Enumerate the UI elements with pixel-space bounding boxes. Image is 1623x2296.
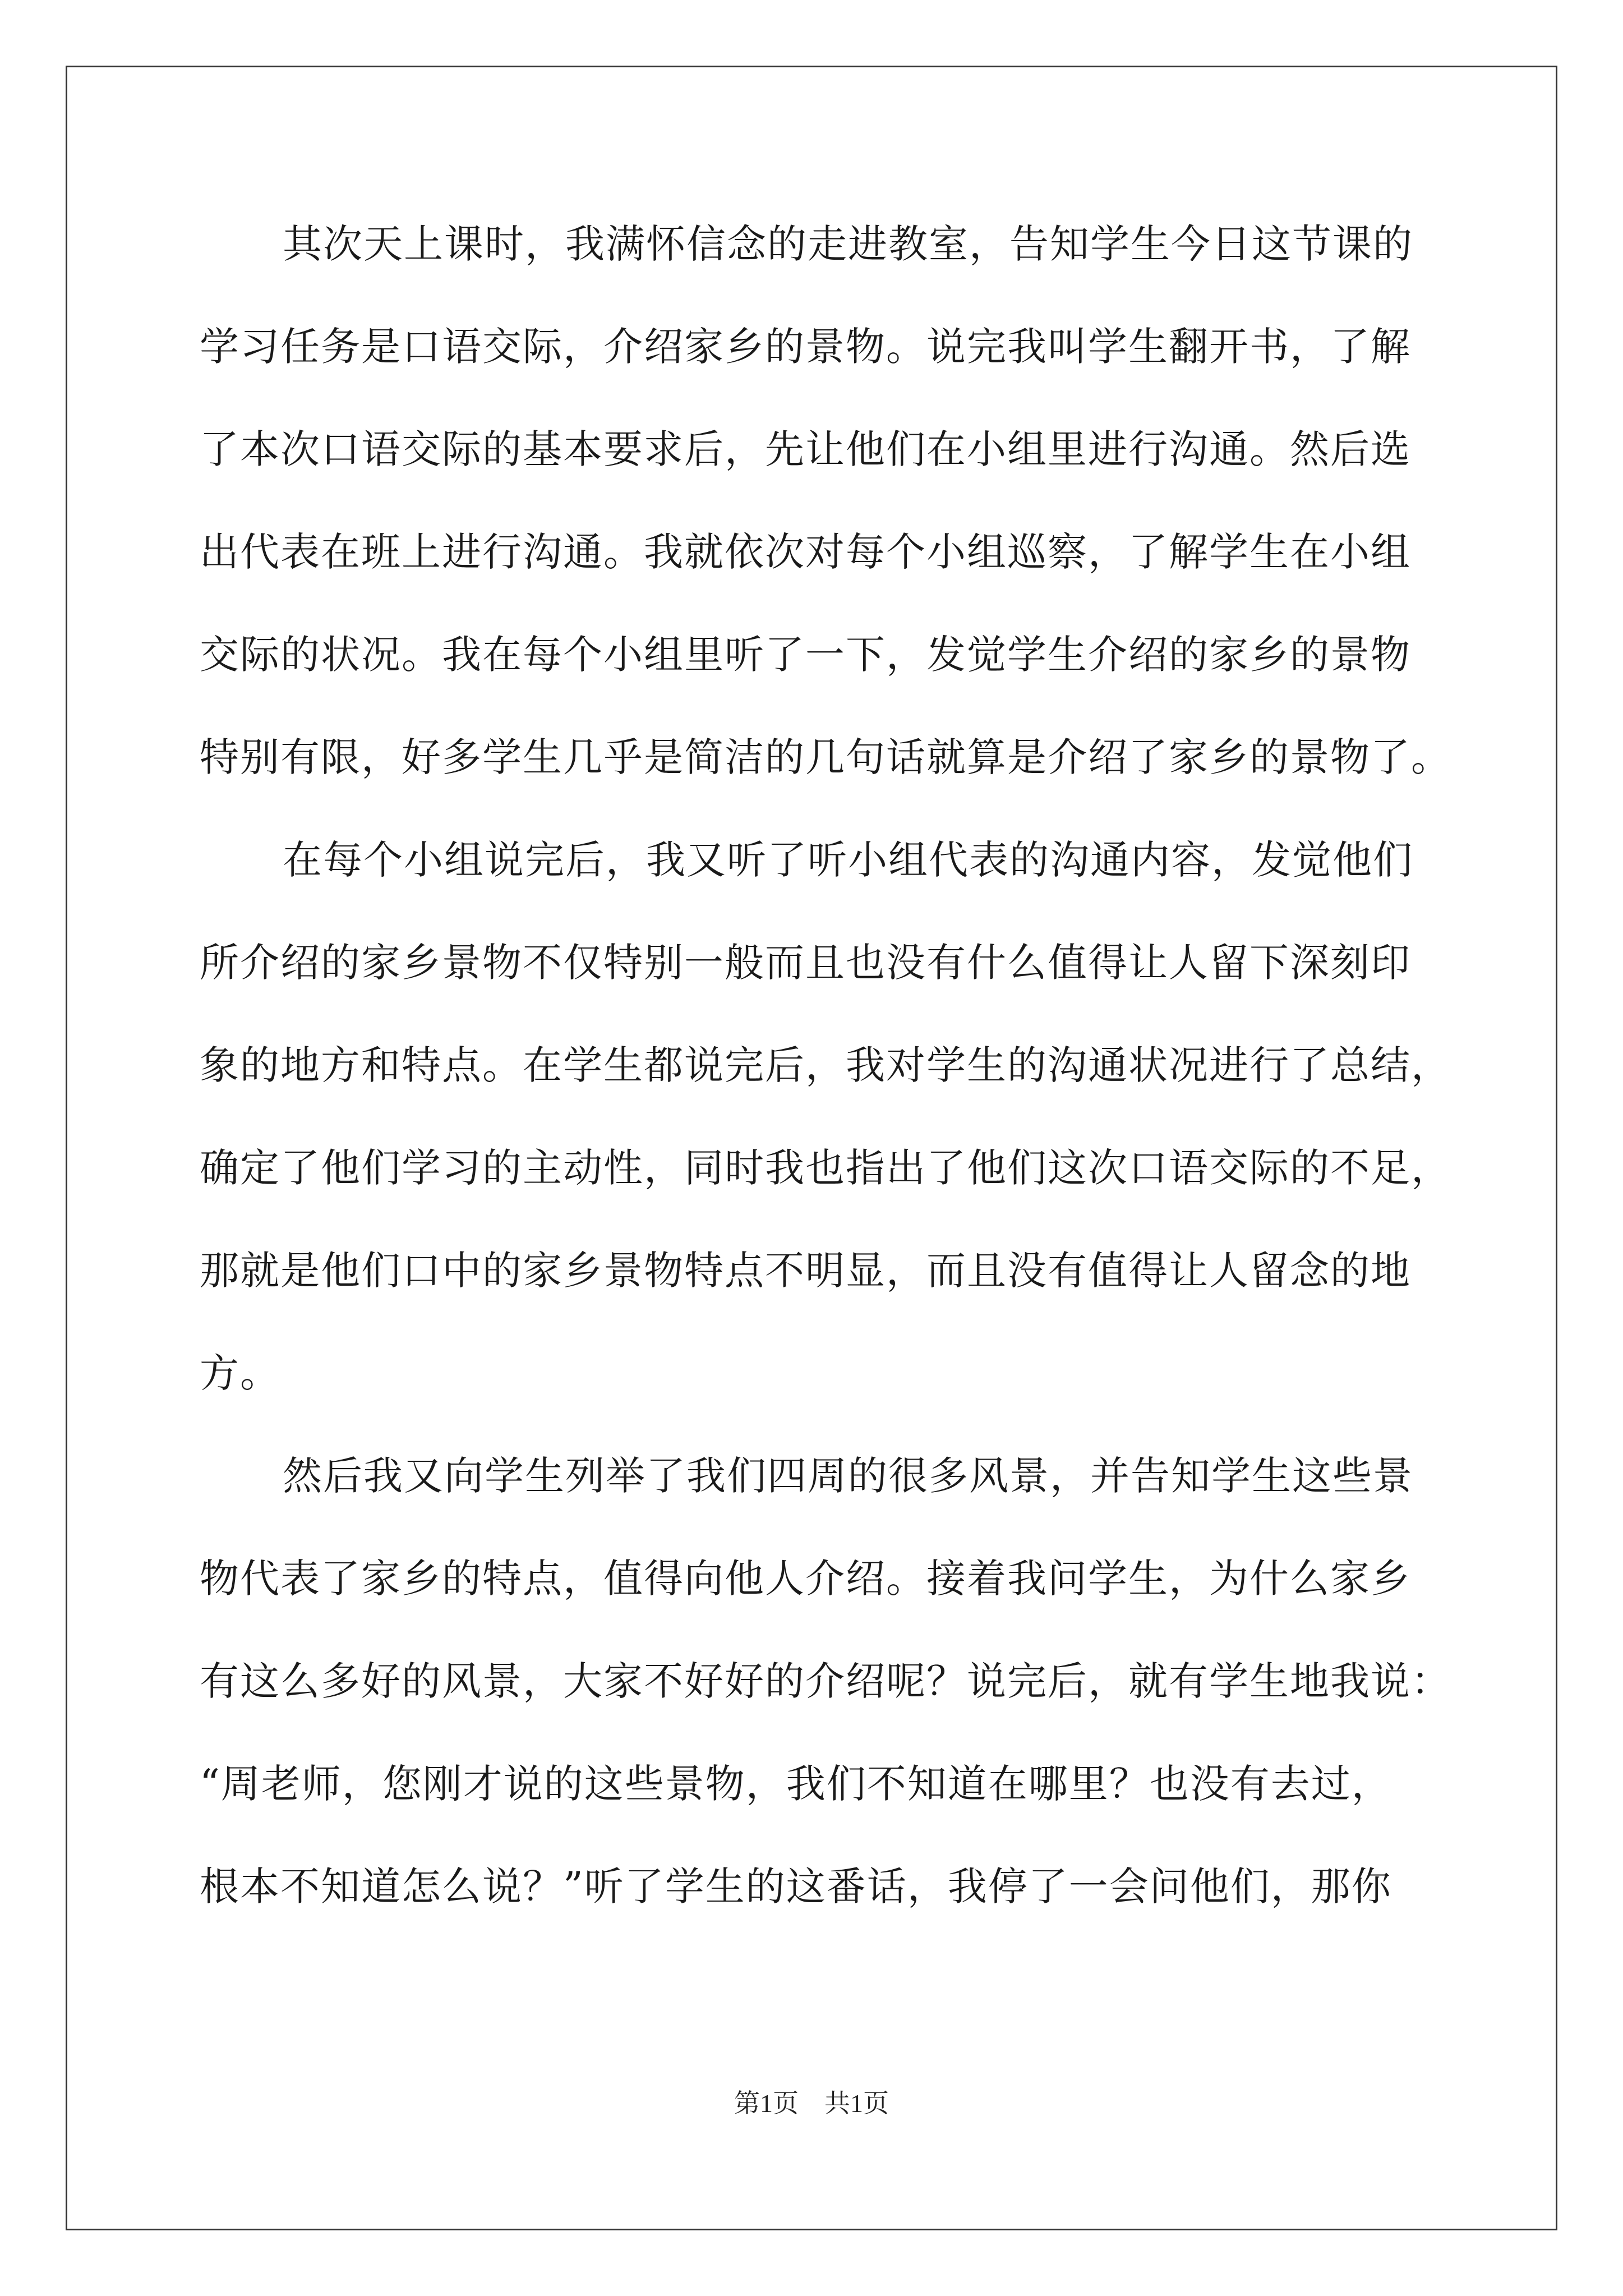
paragraph-3-line-5: 根本不知道怎么说？”听了学生的这番话，我停了一会问他们，那你 — [200, 1864, 1392, 1910]
paragraph-3-line-2: 物代表了家乡的特点，值得向他人介绍。接着我问学生，为什么家乡 — [200, 1556, 1411, 1602]
paragraph-1-line-3: 了本次口语交际的基本要求后，先让他们在小组里进行沟通。然后选 — [200, 426, 1411, 472]
paragraph-1-line-2: 学习任务是口语交际，介绍家乡的景物。说完我叫学生翻开书，了解 — [200, 324, 1411, 370]
paragraph-2-line-2: 所介绍的家乡景物不仅特别一般而且也没有什么值得让人留下深刻印 — [200, 940, 1411, 986]
paragraph-2-line-6: 方。 — [200, 1350, 280, 1396]
paragraph-2-line-1: 在每个小组说完后，我又听了听小组代表的沟通内容，发觉他们 — [283, 837, 1413, 883]
paragraph-2-line-3: 象的地方和特点。在学生都说完后，我对学生的沟通状况进行了总结， — [200, 1042, 1451, 1088]
paragraph-2-line-4: 确定了他们学习的主动性，同时我也指出了他们这次口语交际的不足， — [200, 1145, 1451, 1191]
paragraph-1-line-4: 出代表在班上进行沟通。我就依次对每个小组巡察，了解学生在小组 — [200, 529, 1411, 575]
paragraph-1-line-5: 交际的状况。我在每个小组里听了一下，发觉学生介绍的家乡的景物 — [200, 632, 1411, 678]
document-body — [200, 213, 1451, 1958]
paragraph-3-line-1: 然后我又向学生列举了我们四周的很多风景，并告知学生这些景 — [283, 1453, 1413, 1499]
paragraph-1-line-6: 特别有限，好多学生几乎是简洁的几句话就算是介绍了家乡的景物了。 — [200, 734, 1451, 780]
paragraph-2-line-5: 那就是他们口中的家乡景物特点不明显，而且没有值得让人留念的地 — [200, 1248, 1411, 1294]
paragraph-3-line-4: “周老师，您刚才说的这些景物，我们不知道在哪里？也没有去过， — [200, 1761, 1392, 1807]
paragraph-1-line-1: 其次天上课时，我满怀信念的走进教室，告知学生今日这节课的 — [283, 221, 1413, 267]
page-footer: 第1页 共1页 — [734, 2089, 889, 2118]
paragraph-3-line-3: 有这么多好的风景，大家不好好的介绍呢？说完后，就有学生地我说： — [200, 1658, 1451, 1704]
